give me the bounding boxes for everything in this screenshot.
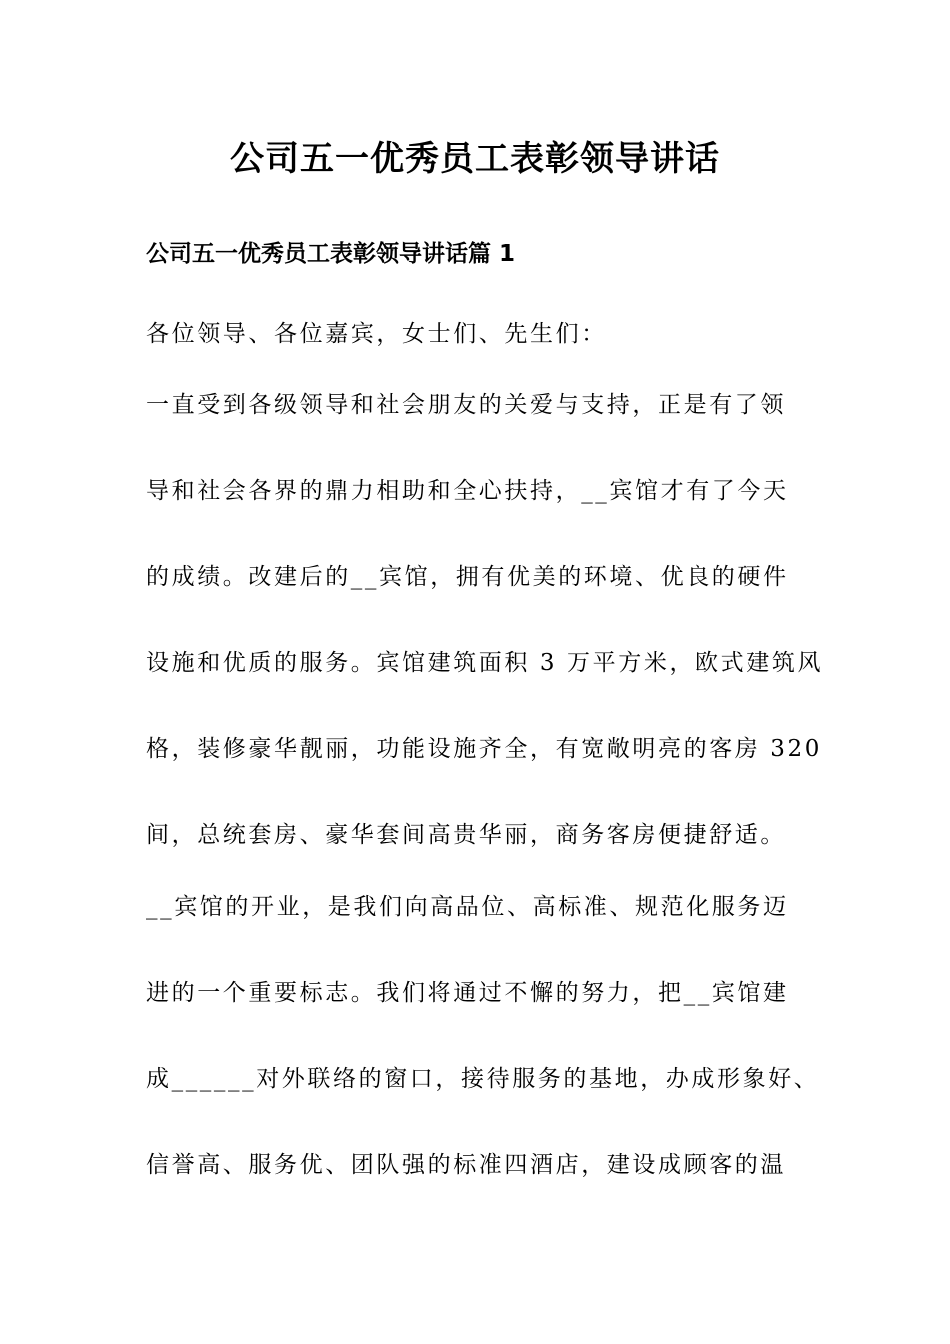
body-line-8: 进的一个重要标志。我们将通过不懈的努力，把__宾馆建 [146,980,789,1006]
body-line-5: 格，装修豪华靓丽，功能设施齐全，有宽敞明亮的客房 320 [146,736,823,762]
body-line-9: 成______对外联络的窗口，接待服务的基地，办成形象好、 [146,1066,820,1092]
greeting-line: 各位领导、各位嘉宾，女士们、先生们： [146,321,607,347]
body-line-10: 信誉高、服务优、团队强的标准四酒店，建设成顾客的温 [146,1152,786,1178]
body-line-6: 间，总统套房、豪华套间高贵华丽，商务客房便捷舒适。 [146,822,786,848]
body-line-2: 导和社会各界的鼎力相助和全心扶持，__宾馆才有了今天 [146,478,789,504]
body-line-7: __宾馆的开业，是我们向高品位、高标准、规范化服务迈 [146,894,789,920]
body-line-4: 设施和优质的服务。宾馆建筑面积 3 万平方米，欧式建筑风 [146,650,824,676]
body-line-1: 一直受到各级领导和社会朋友的关爱与支持，正是有了领 [146,392,786,418]
body-line-3: 的成绩。改建后的__宾馆，拥有优美的环境、优良的硬件 [146,564,789,590]
section-heading: 公司五一优秀员工表彰领导讲话篇 1 [146,241,516,267]
document-title: 公司五一优秀员工表彰领导讲话 [230,139,720,179]
